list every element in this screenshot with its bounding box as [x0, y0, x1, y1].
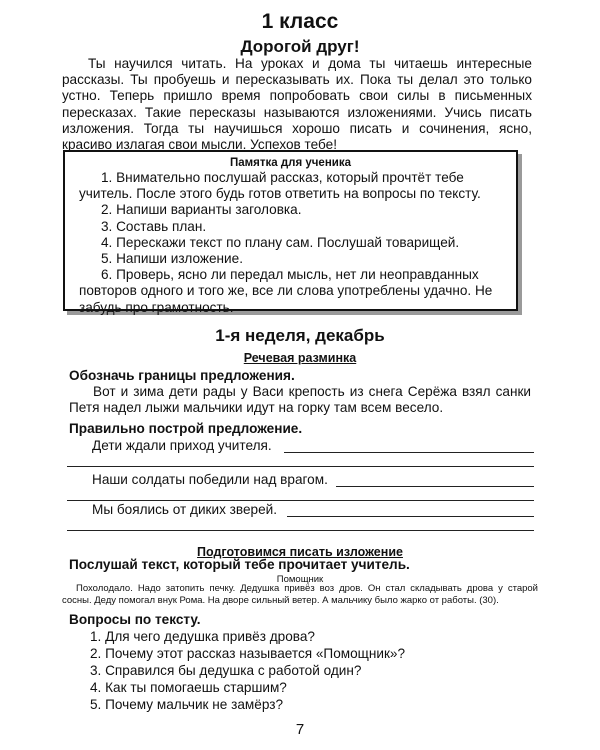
task-sentence-borders: Обозначь границы предложения.	[69, 368, 295, 383]
answer-line[interactable]	[336, 486, 534, 487]
answer-line[interactable]	[67, 466, 534, 467]
memo-item: 2. Напиши варианты заголовка.	[101, 202, 302, 218]
task-listen: Послушай текст, который тебе прочитает учитель.	[69, 557, 410, 572]
sentence-line-2: Наши солдаты победили над врагом.	[92, 472, 328, 487]
prep-title: Подготовимся писать изложение	[197, 545, 403, 559]
question-item: 1. Для чего дедушка привёз дрова?	[90, 629, 315, 644]
page-number: 7	[295, 721, 305, 738]
memo-list	[79, 170, 504, 316]
task-build-sentence: Правильно построй предложение.	[69, 421, 303, 436]
week-heading: 1-я неделя, декабрь	[215, 326, 385, 345]
memo-item: 6. Проверь, ясно ли передал мысль, нет ли неоправданных повторов одного и того же, все ли слова употреблены удачно. Не забудь про грамотность.	[79, 267, 493, 315]
question-item: 4. Как ты помогаешь старшим?	[90, 680, 287, 695]
sentence-line-3: Мы боялись от диких зверей.	[92, 502, 278, 517]
memo-box	[63, 150, 518, 315]
grade-heading: 1 класс	[261, 10, 339, 33]
answer-line[interactable]	[67, 530, 534, 531]
story-text: Похолодало. Надо затопить печку. Дедушка привёз воз дров. Он стал складывать дрова у старой сосны. Деду помогал внук Рома. На дворе сильный ветер. А мальчику было жарко от работы. (30).	[62, 583, 538, 606]
answer-line[interactable]	[67, 500, 534, 501]
greeting-heading: Дорогой друг!	[240, 37, 360, 56]
memo-item: 1. Внимательно послушай рассказ, который прочтёт тебе учитель. После этого будь готов ответить на вопросы по тексту.	[79, 170, 481, 202]
memo-title: Памятка для ученика	[229, 157, 351, 169]
memo-item: 5. Напиши изложение.	[101, 251, 243, 267]
answer-line[interactable]	[287, 516, 534, 517]
memo-item: 4. Перескажи текст по плану сам. Послушай товарищей.	[101, 234, 460, 250]
story-title: Помощник	[276, 574, 324, 585]
memo-item: 3. Составь план.	[101, 218, 207, 234]
intro-text: Ты научился читать. На уроках и дома ты читаешь интересные рассказы. Ты пробуешь и пересказывать их. Пока ты делал это только устно. Теперь пришло время попробовать свои силы в письменных пересказах. Такие пересказы называются изложениями. Учись писать изложения. Тогда ты научишься хорошо писать и сочинения, ясно, красиво излагая свои мысли. Успехов тебе!	[62, 56, 532, 153]
question-item: 3. Справился бы дедушка с работой один?	[90, 663, 362, 678]
sentence-line-1: Дети ждали приход учителя.	[92, 438, 272, 453]
unpunctuated-sentence: Вот и зима дети рады у Васи крепость из снега Серёжа взял санки Петя надел лыжи мальчики идут на горку там всем весело.	[69, 384, 531, 416]
intro-paragraph	[62, 56, 532, 153]
answer-line[interactable]	[284, 452, 534, 453]
questions-title: Вопросы по тексту.	[69, 612, 201, 627]
question-item: 2. Почему этот рассказ называется «Помощник»?	[90, 646, 406, 661]
warmup-title: Речевая разминка	[243, 351, 357, 365]
question-item: 5. Почему мальчик не замёрз?	[90, 697, 284, 712]
